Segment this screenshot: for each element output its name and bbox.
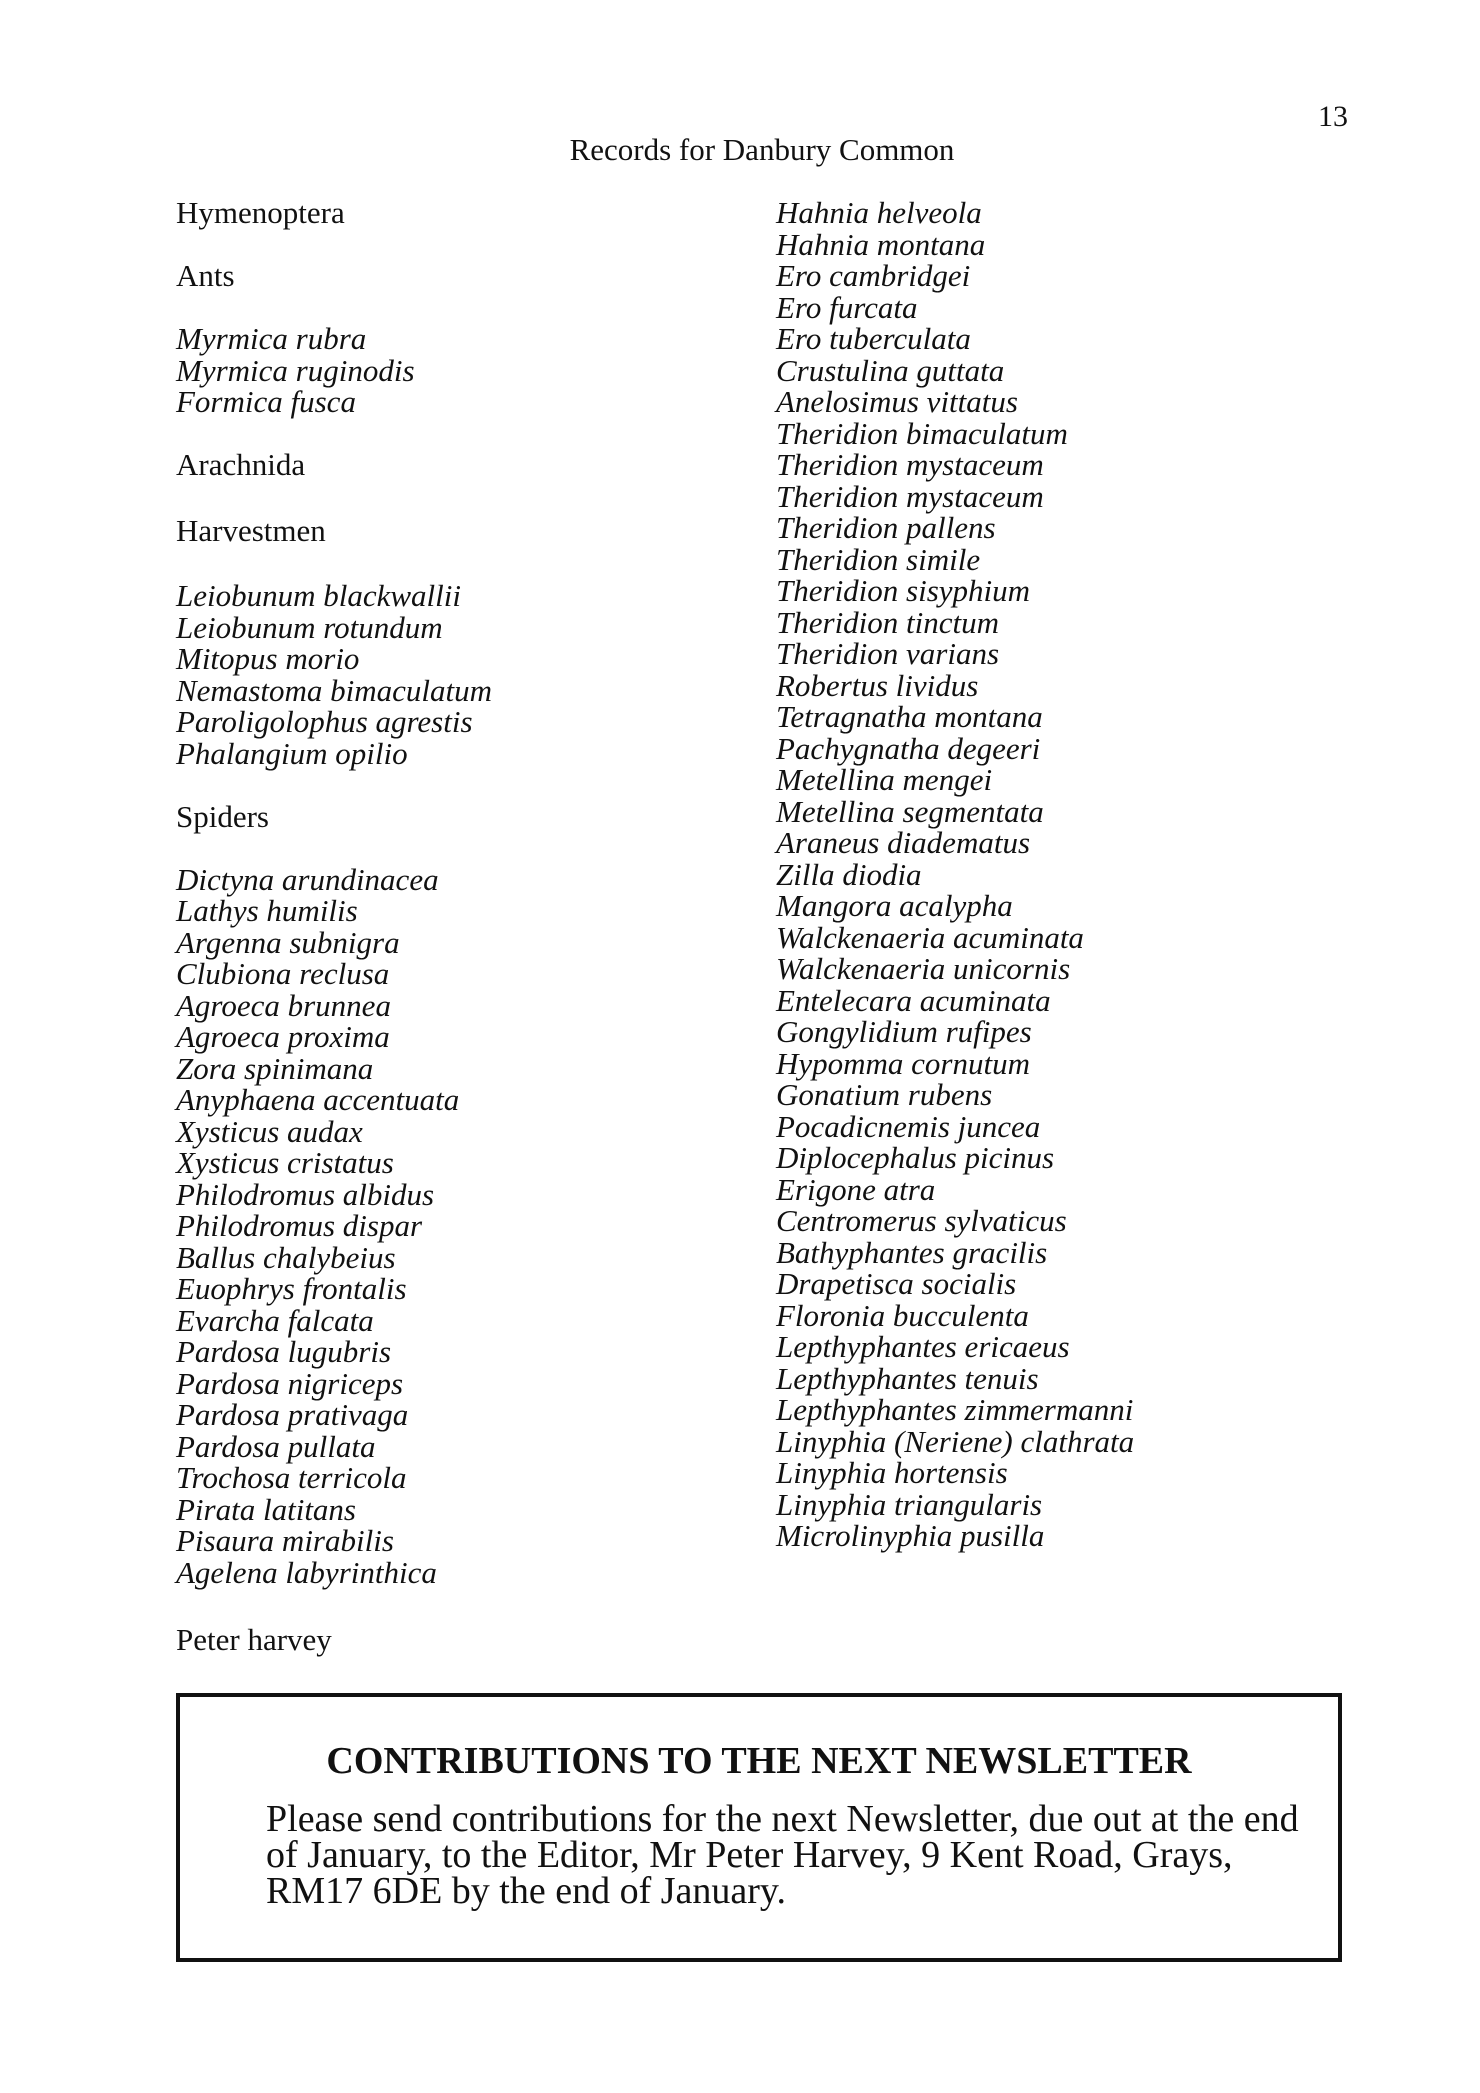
species-name: Ero cambridgei (776, 258, 971, 293)
species-name: Evarcha falcata (176, 1302, 374, 1338)
species-name: Anyphaena accentuata (176, 1082, 460, 1117)
species-name: Pardosa lugubris (176, 1334, 392, 1369)
species-name: Theridion mystaceum (776, 447, 1044, 482)
species-name: Pirata latitans (176, 1491, 356, 1527)
species-name: Linyphia hortensis (776, 1455, 1008, 1490)
group-heading: Arachnida (176, 447, 306, 482)
species-name: Mangora acalypha (776, 888, 1013, 923)
species-name: Zora spinimana (176, 1050, 374, 1086)
species-name: Diplocephalus picinus (776, 1140, 1055, 1175)
species-name: Erigone atra (776, 1171, 936, 1207)
spacer (176, 292, 492, 324)
species-name: Philodromus dispar (176, 1208, 423, 1243)
species-name: Bathyphantes gracilis (776, 1234, 1048, 1270)
species-name: Metellina segmentata (776, 793, 1044, 829)
species-name: Pachygnatha degeeri (776, 730, 1041, 766)
spacer (176, 229, 492, 261)
species-list-left (176, 197, 492, 1588)
species-name: Pardosa prativaga (176, 1397, 409, 1432)
species-name: Floronia bucculenta (776, 1297, 1029, 1333)
species-name: Pocadicnemis juncea (776, 1108, 1041, 1144)
species-name: Theridion bimaculatum (776, 415, 1068, 451)
species-name: Mitopus morio (176, 641, 360, 676)
species-name: Lepthyphantes tenuis (776, 1360, 1039, 1396)
species-name: Leiobunum blackwallii (176, 578, 462, 613)
species-name: Phalangium opilio (176, 735, 408, 771)
species-name: Theridion pallens (776, 510, 996, 545)
spacer (176, 481, 492, 515)
author-signature: Peter harvey (176, 1622, 332, 1657)
species-name: Linyphia triangularis (776, 1486, 1043, 1522)
species-name: Agroeca proxima (176, 1019, 390, 1054)
species-name: Metellina mengei (776, 762, 993, 797)
species-name: Myrmica rubra (176, 321, 367, 356)
contributions-notice (176, 1693, 1342, 1962)
species-name: Lathys humilis (176, 893, 358, 928)
species-name: Theridion mystaceum (776, 478, 1044, 514)
species-name: Walckenaeria acuminata (776, 919, 1084, 955)
species-name: Xysticus audax (176, 1113, 363, 1149)
species-name: Microlinyphia pusilla (776, 1518, 1045, 1553)
species-name: Hahnia montana (776, 226, 986, 262)
species-name: Walckenaeria unicornis (776, 951, 1071, 986)
species-name: Clubiona reclusa (176, 956, 390, 991)
notice-heading: CONTRIBUTIONS TO THE NEXT NEWSLETTER (326, 1740, 1192, 1782)
species-name: Ero tuberculata (776, 321, 971, 356)
species-name: Xysticus cristatus (176, 1145, 394, 1180)
species-name: Argenna subnigra (176, 924, 400, 960)
species-name: Crustulina guttata (776, 352, 1005, 388)
species-name: Pardosa pullata (176, 1428, 376, 1464)
species-name: Centromerus sylvaticus (776, 1203, 1067, 1238)
species-name: Ero furcata (776, 289, 918, 325)
species-name: Entelecara acuminata (776, 982, 1051, 1018)
species-name: Myrmica ruginodis (176, 352, 415, 388)
species-name: Philodromus albidus (176, 1176, 435, 1212)
species-name: Agroeca brunnea (176, 987, 391, 1023)
group-heading: Hymenoptera (176, 195, 345, 230)
species-name: Linyphia (Neriene) clathrata (776, 1423, 1135, 1459)
species-name: Robertus lividus (776, 667, 979, 703)
spacer (176, 418, 492, 450)
group-heading: Spiders (176, 798, 269, 834)
page-title: Records for Danbury Common (569, 132, 955, 167)
species-name: Paroligolophus agrestis (176, 704, 473, 739)
species-name: Gonatium rubens (776, 1077, 993, 1112)
species-name: Theridion tinctum (776, 604, 1000, 640)
group-heading: Ants (176, 258, 235, 293)
species-name: Euophrys frontalis (176, 1271, 407, 1306)
species-name: Araneus diadematus (776, 825, 1031, 860)
species-list-right (776, 197, 1134, 1552)
species-name: Theridion simile (776, 541, 981, 577)
spacer (176, 832, 492, 864)
species-name: Ballus chalybeius (176, 1239, 396, 1275)
species-name: Agelena labyrinthica (176, 1554, 437, 1590)
species-name: Theridion varians (776, 636, 1000, 671)
species-name: Drapetisca socialis (776, 1266, 1017, 1301)
notice-body: Please send contributions for the next Newsletter, due out at the end of January, to the Editor, Mr Peter Harvey, 9 Kent Road, Grays, RM17 6DE by the end of January. (266, 1798, 1299, 1912)
spacer (176, 769, 492, 801)
species-name: Formica fusca (176, 384, 356, 419)
species-name: Gongylidium rufipes (776, 1014, 1032, 1049)
species-name: Trochosa terricola (176, 1460, 407, 1495)
species-name: Anelosimus vittatus (776, 384, 1018, 419)
species-name: Hahnia helveola (776, 195, 982, 230)
species-name: Dictyna arundinacea (176, 861, 439, 897)
species-name: Tetragnatha montana (776, 699, 1043, 734)
species-name: Lepthyphantes ericaeus (776, 1329, 1070, 1364)
species-name: Nemastoma bimaculatum (176, 672, 493, 708)
species-name: Theridion sisyphium (776, 573, 1031, 608)
species-name: Pardosa nigriceps (176, 1365, 404, 1401)
species-name: Hypomma cornutum (776, 1045, 1030, 1081)
spacer (176, 546, 492, 580)
page-number: 13 (1318, 100, 1348, 133)
group-heading: Harvestmen (176, 512, 326, 548)
species-name: Zilla diodia (776, 856, 922, 892)
species-name: Pisaura mirabilis (176, 1523, 394, 1558)
species-name: Lepthyphantes zimmermanni (776, 1392, 1134, 1427)
species-name: Leiobunum rotundum (176, 609, 443, 645)
